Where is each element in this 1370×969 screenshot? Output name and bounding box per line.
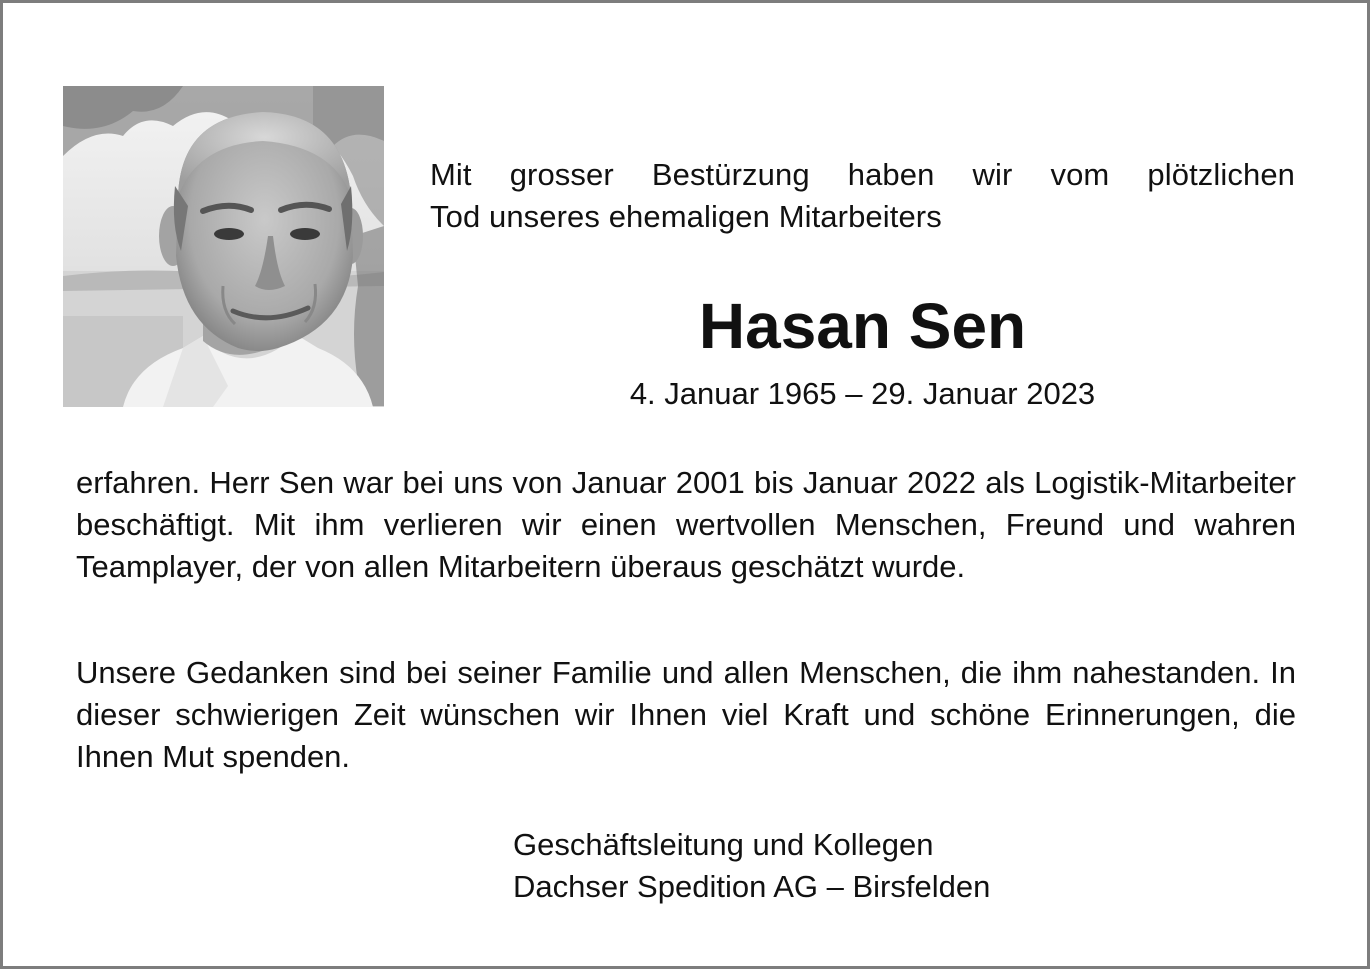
- intro-line-1: Mit grosser Bestürzung haben wir vom plötzlichen: [430, 157, 1295, 192]
- portrait-photo: [63, 86, 384, 407]
- signature-block: [513, 824, 1273, 908]
- intro-line-2: Tod unseres ehemaligen Mitarbeiters: [430, 199, 942, 234]
- signature-line-1: Geschäftsleitung und Kollegen: [513, 827, 934, 862]
- life-dates: 4. Januar 1965 – 29. Januar 2023: [629, 376, 1096, 411]
- deceased-name: Hasan Sen: [698, 290, 1027, 362]
- body-paragraph-1: erfahren. Herr Sen war bei uns von Januar 2001 bis Januar 2022 als Logistik-Mitarbeiter beschäftigt. Mit ihm verlieren wir einen wertvollen Menschen, Freund und wahren Teamplayer, der von allen Mitarbeitern überaus geschätzt wurde.: [76, 465, 1296, 584]
- signature-line-2: Dachser Spedition AG – Birsfelden: [513, 869, 991, 904]
- portrait-photo-icon: [63, 86, 384, 407]
- intro-text: [430, 154, 1295, 238]
- body-paragraph-2: Unsere Gedanken sind bei seiner Familie und allen Menschen, die ihm nahestanden. In dieser schwierigen Zeit wünschen wir Ihnen viel Kraft und schöne Erinnerungen, die Ihnen Mut spenden.: [76, 655, 1296, 774]
